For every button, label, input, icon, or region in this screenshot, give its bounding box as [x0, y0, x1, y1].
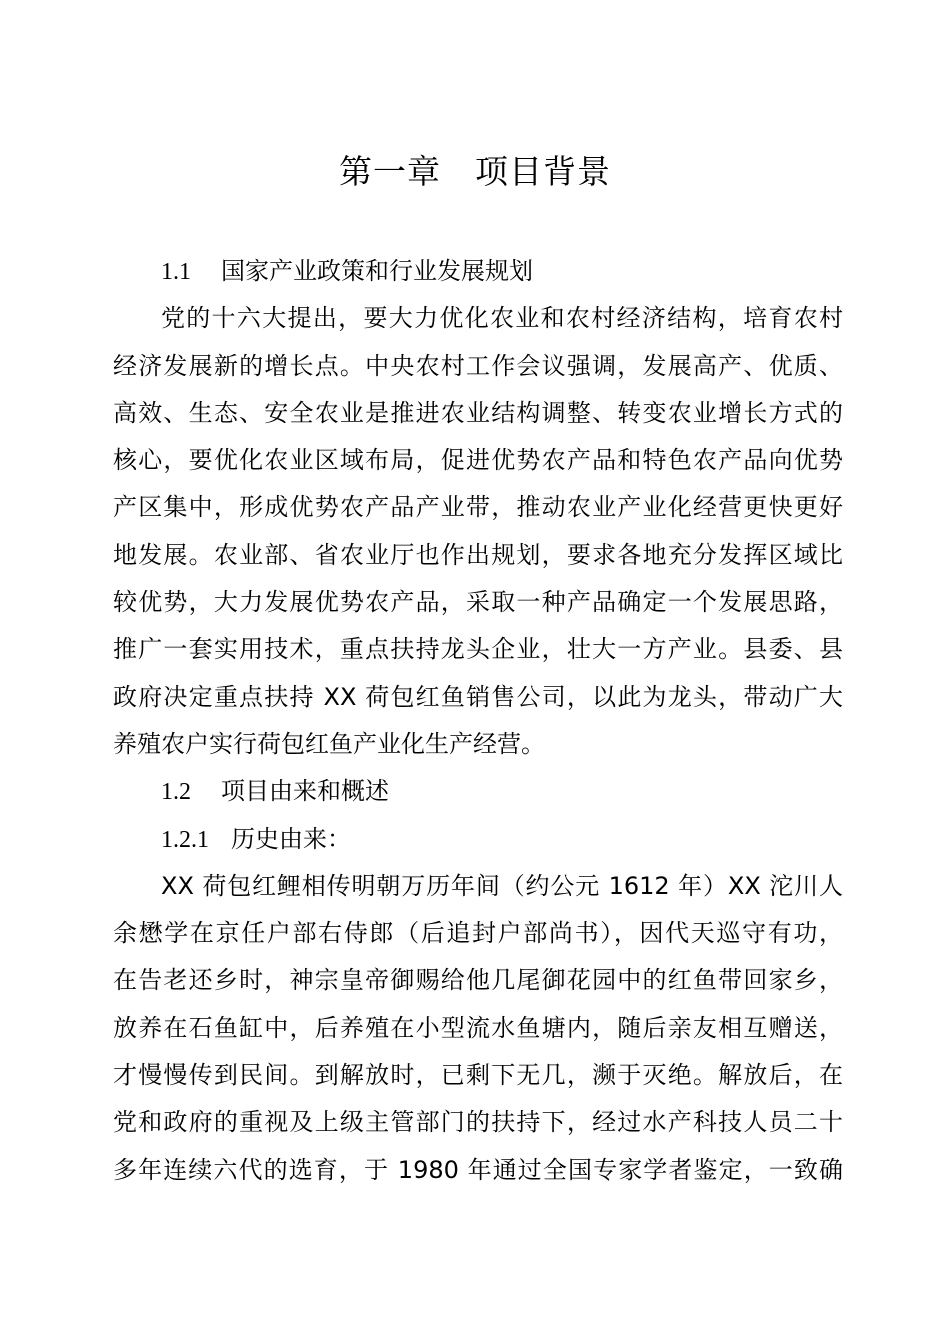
paragraph-line: 余懋学在京任户部右侍郎（后追封户部尚书），因代天巡守有功，: [113, 919, 843, 948]
paragraph-line: 地发展。农业部、省农业厅也作出规划，要求各地充分发挥区域比: [113, 540, 843, 569]
paragraph-line: 在告老还乡时，神宗皇帝御赐给他几尾御花园中的红鱼带回家乡，: [113, 966, 843, 995]
paragraph-line: 政府决定重点扶持 XX 荷包红鱼销售公司，以此为龙头，带动广大: [113, 682, 843, 711]
paragraph-line: 经济发展新的增长点。中央农村工作会议强调，发展高产、优质、: [113, 351, 843, 380]
section-heading-1-2: [113, 768, 843, 815]
paragraph-line: XX 荷包红鲤相传明朝万历年间（约公元 1612 年）XX 沱川人: [161, 871, 843, 900]
paragraph-line: 多年连续六代的选育，于 1980 年通过全国专家学者鉴定，一致确: [113, 1155, 843, 1184]
paragraph-line: 放养在石鱼缸中，后养殖在小型流水鱼塘内，随后亲友相互赠送，: [113, 1013, 843, 1042]
paragraph-line: 养殖农户实行荷包红鱼产业化生产经营。: [113, 729, 545, 758]
section-number: 1.2.1: [161, 826, 209, 853]
section-title: 历史由来：: [231, 826, 351, 853]
paragraph-line: 推广一套实用技术，重点扶持龙头企业，壮大一方产业。县委、县: [113, 635, 843, 664]
paragraph-line: 党的十六大提出，要大力优化农业和农村经济结构，培育农村: [161, 304, 843, 333]
paragraph-line: 党和政府的重视及上级主管部门的扶持下，经过水产科技人员二十: [113, 1108, 843, 1137]
section-title: 项目由来和概述: [221, 777, 389, 806]
section-number: 1.1: [161, 259, 191, 285]
paragraph-line: 核心，要优化农业区域布局，促进优势农产品和特色农产品向优势: [113, 446, 843, 475]
paragraph-line: 高效、生态、安全农业是推进农业结构调整、转变农业增长方式的: [113, 398, 843, 427]
document-body: [113, 248, 843, 1194]
section-heading-1-2-1: [113, 816, 843, 863]
paragraph-line: 较优势，大力发展优势农产品，采取一种产品确定一个发展思路，: [113, 588, 843, 617]
chapter-title: 第一章 项目背景: [339, 152, 611, 191]
section-title: 国家产业政策和行业发展规划: [221, 257, 533, 285]
paragraph-line: 产区集中，形成优势农产品产业带，推动农业产业化经营更快更好: [113, 493, 843, 522]
section-number: 1.2: [161, 779, 191, 806]
section-heading-1-1: [113, 248, 843, 295]
paragraph-line: 才慢慢传到民间。到解放时，已剩下无几，濒于灭绝。解放后，在: [113, 1061, 843, 1090]
